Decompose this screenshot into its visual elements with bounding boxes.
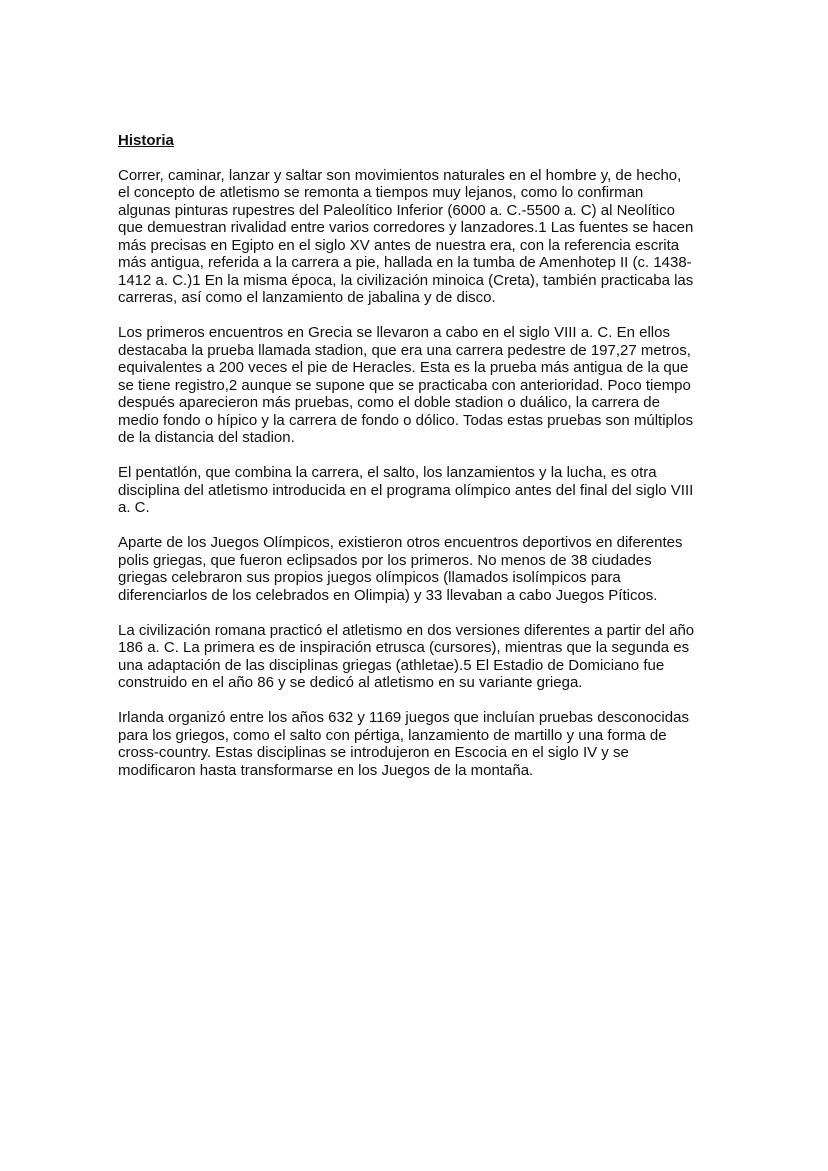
paragraph-prehistory-egypt — [118, 167, 718, 307]
text-line: 186 a. C. La primera es de inspiración etrusca (cursores), mientras que la segunda es — [118, 639, 690, 656]
paragraph-pentathlon — [118, 464, 718, 517]
text-line: que demuestran rivalidad entre varios corredores y lanzadores.1 Las fuentes se hacen — [118, 219, 694, 236]
text-line: medio fondo o hípico y la carrera de fondo o dólico. Todas estas pruebas son múltiplos — [118, 411, 694, 429]
text-line: a. C. — [118, 499, 150, 516]
text-line: polis griegas, que fueron eclipsados por los primeros. No menos de 38 ciudades — [118, 551, 652, 569]
text-line: carreras, así como el lanzamiento de jabalina y de disco. — [118, 289, 496, 306]
text-line: El pentatlón, que combina la carrera, el salto, los lanzamientos y la lucha, es otra — [118, 464, 657, 481]
text-line: diferenciarlos de los celebrados en Olimpia) y 33 llevaban a cabo Juegos Píticos. — [118, 586, 658, 604]
paragraph-rome — [118, 622, 718, 692]
text-line: cross-country. Estas disciplinas se introdujeron en Escocia en el siglo IV y se — [118, 744, 629, 761]
text-line: 1412 a. C.)1 En la misma época, la civilización minoica (Creta), también practicaba las — [118, 271, 694, 289]
text-line: para los griegos, como el salto con pértiga, lanzamiento de martillo y una forma de — [118, 726, 667, 744]
paragraph-other-games — [118, 534, 718, 604]
text-line: Irlanda organizó entre los años 632 y 1169 juegos que incluían pruebas desconocidas — [118, 709, 689, 726]
text-line: construido en el año 86 y se dedicó al atletismo en su variante griega. — [118, 674, 583, 691]
text-line: algunas pinturas rupestres del Paleolítico Inferior (6000 a. C.-5500 a. C) al Neolítico — [118, 201, 675, 219]
text-line: destacaba la prueba llamada stadion, que era una carrera pedestre de 197,27 metros, — [118, 341, 691, 359]
paragraph-greece — [118, 324, 718, 447]
text-line: más precisas en Egipto en el siglo XV antes de nuestra era, con la referencia escrita — [118, 236, 680, 254]
section-title: Historia — [118, 132, 174, 149]
text-line: después aparecieron más pruebas, como el doble stadion o duálico, la carrera de — [118, 394, 660, 411]
paragraph-ireland — [118, 709, 718, 779]
text-line: Los primeros encuentros en Grecia se llevaron a cabo en el siglo VIII a. C. En ellos — [118, 324, 670, 341]
text-line: modificaron hasta transformarse en los Juegos de la montaña. — [118, 761, 534, 779]
text-line: más antigua, referida a la carrera a pie, hallada en la tumba de Amenhotep II (c. 1438- — [118, 254, 692, 271]
text-line: una adaptación de las disciplinas griegas (athletae).5 El Estadio de Domiciano fue — [118, 656, 665, 674]
text-line: equivalentes a 200 veces el pie de Heracles. Esta es la prueba más antigua de la que — [118, 359, 689, 376]
text-line: disciplina del atletismo introducida en el programa olímpico antes del final del siglo VIII — [118, 481, 694, 499]
document-page — [118, 132, 718, 797]
text-line: el concepto de atletismo se remonta a tiempos muy lejanos, como lo confirman — [118, 184, 644, 201]
text-line: de la distancia del stadion. — [118, 429, 295, 446]
text-line: Aparte de los Juegos Olímpicos, existieron otros encuentros deportivos en diferentes — [118, 534, 683, 551]
text-line: se tiene registro,2 aunque se supone que se practicaba con anterioridad. Poco tiempo — [118, 376, 691, 394]
text-line: La civilización romana practicó el atletismo en dos versiones diferentes a partir del año — [118, 621, 695, 639]
text-line: griegas celebraron sus propios juegos olímpicos (llamados isolímpicos para — [118, 569, 621, 586]
text-line: Correr, caminar, lanzar y saltar son movimientos naturales en el hombre y, de hecho, — [118, 166, 682, 184]
